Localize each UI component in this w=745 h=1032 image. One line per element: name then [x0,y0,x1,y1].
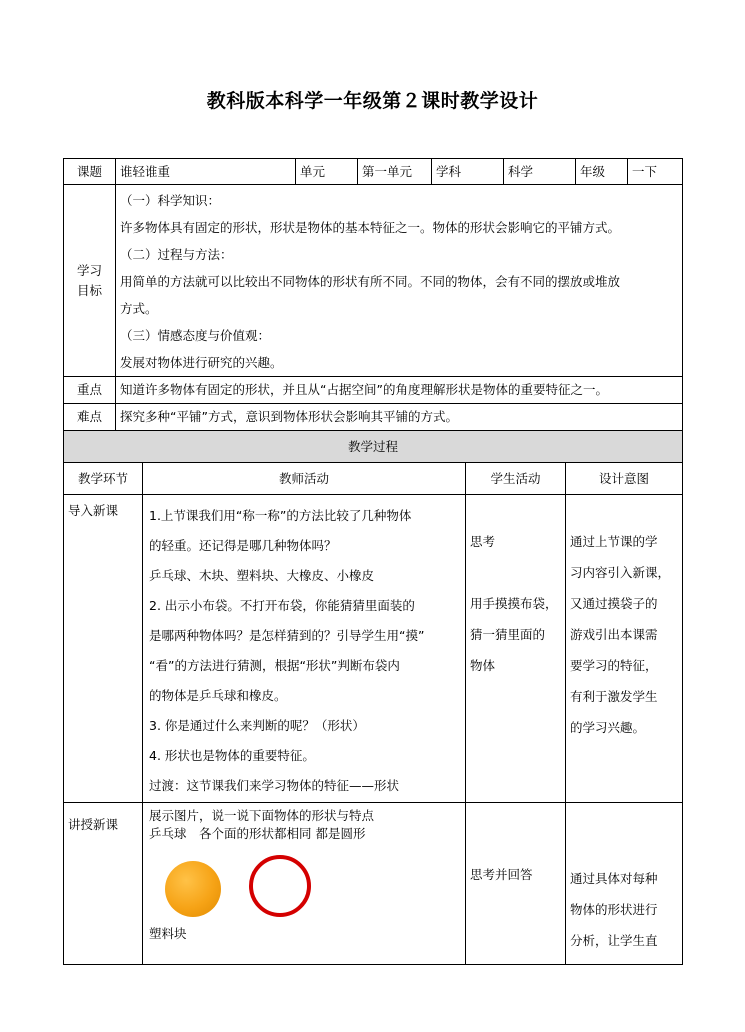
course-value: 谁轻谁重 [116,159,296,185]
course-label: 课题 [64,159,116,185]
lecture-student: 思考并回答 [466,803,566,965]
header-stage: 教学环节 [64,463,143,495]
intro-teacher [143,495,466,803]
difficulty-text: 探究多种“平铺”方式，意识到物体形状会影响其平铺的方式。 [116,404,683,431]
intro-teacher-line: “看”的方法进行猜测，根据“形状”判断布袋内 [149,658,400,673]
lecture-intent-line: 分析，让学生直 [570,933,658,948]
ping-pong-ball-image [165,861,221,917]
key-point-text: 知道许多物体有固定的形状，并且从“占据空间”的角度理解形状是物体的重要特征之一。 [116,377,683,404]
header-intent: 设计意图 [566,463,683,495]
goals-label [64,185,116,377]
goal-line: （二）过程与方法： [120,247,233,262]
intro-intent-line: 有利于激发学生 [570,689,658,704]
intro-teacher-line: 1.上节课我们用“称一称”的方法比较了几种物体 [149,508,412,523]
intro-student-line: 物体 [470,658,496,673]
goal-line: （一）科学知识： [120,193,221,208]
intro-teacher-line: 4. 形状也是物体的重要特征。 [149,748,315,763]
intro-stage: 导入新课 [64,495,143,803]
goal-line: 发展对物体进行研究的兴趣。 [120,355,283,370]
intro-intent-line: 又通过摸袋子的 [570,596,658,611]
subject-value: 科学 [504,159,576,185]
goal-line: 方式。 [120,301,158,316]
lecture-teacher-line: 塑料块 [149,926,187,941]
goals-content [116,185,683,377]
intro-teacher-line: 是哪两种物体吗？是怎样猜到的？引导学生用“摸” [149,628,425,643]
intro-student-line: 用手摸摸布袋， [470,596,558,611]
lecture-intent-line: 物体的形状进行 [570,902,658,917]
header-teacher: 教师活动 [143,463,466,495]
shape-figures [149,851,459,923]
goal-line: （三）情感态度与价值观： [120,328,271,343]
intro-intent [566,495,683,803]
intro-intent-line: 习内容引入新课， [570,565,671,580]
lecture-teacher-line: 展示图片，说一说下面物体的形状与特点 [149,808,375,823]
key-point-label: 重点 [64,377,116,404]
grade-label: 年级 [576,159,628,185]
intro-teacher-line: 过渡：这节课我们来学习物体的特征——形状 [149,778,400,793]
header-student: 学生活动 [466,463,566,495]
lecture-stage: 讲授新课 [64,803,143,965]
intro-teacher-line: 乒乓球、木块、塑料块、大橡皮、小橡皮 [149,568,375,583]
lecture-intent-line: 通过具体对每种 [570,871,658,886]
info-table [63,158,683,431]
goals-label-line2: 目标 [76,282,102,298]
unit-label: 单元 [296,159,358,185]
intro-intent-line: 通过上节课的学 [570,534,658,549]
intro-intent-line: 游戏引出本课需 [570,627,658,642]
intro-teacher-line: 的轻重。还记得是哪几种物体吗？ [149,538,337,553]
circle-outline-image [249,855,311,917]
subject-label: 学科 [432,159,504,185]
goal-line: 用简单的方法就可以比较出不同物体的形状有所不同。不同的物体，会有不同的摆放或堆放 [120,274,621,289]
grade-value: 一下 [628,159,683,185]
goal-line: 许多物体具有固定的形状，形状是物体的基本特征之一。物体的形状会影响它的平铺方式。 [120,220,621,235]
goals-label-line1: 学习 [76,262,102,278]
intro-intent-line: 要学习的特征， [570,658,658,673]
intro-teacher-line: 3. 你是通过什么来判断的呢？（形状） [149,718,365,733]
difficulty-label: 难点 [64,404,116,431]
intro-student [466,495,566,803]
unit-value: 第一单元 [358,159,432,185]
page-title: 教科版本科学一年级第２课时教学设计 [206,90,539,112]
intro-intent-line: 的学习兴趣。 [570,720,646,735]
lecture-teacher-line: 乒乓球 各个面的形状都相同 都是圆形 [149,826,366,841]
process-title: 教学过程 [64,431,683,463]
lecture-teacher [143,803,466,965]
lecture-intent [566,803,683,965]
intro-teacher-line: 的物体是乒乓球和橡皮。 [149,688,287,703]
intro-teacher-line: 2. 出示小布袋。不打开布袋，你能猜猜里面装的 [149,598,415,613]
intro-student-line: 猜一猜里面的 [470,627,546,642]
intro-student-line: 思考 [470,534,496,549]
process-table [63,430,683,965]
